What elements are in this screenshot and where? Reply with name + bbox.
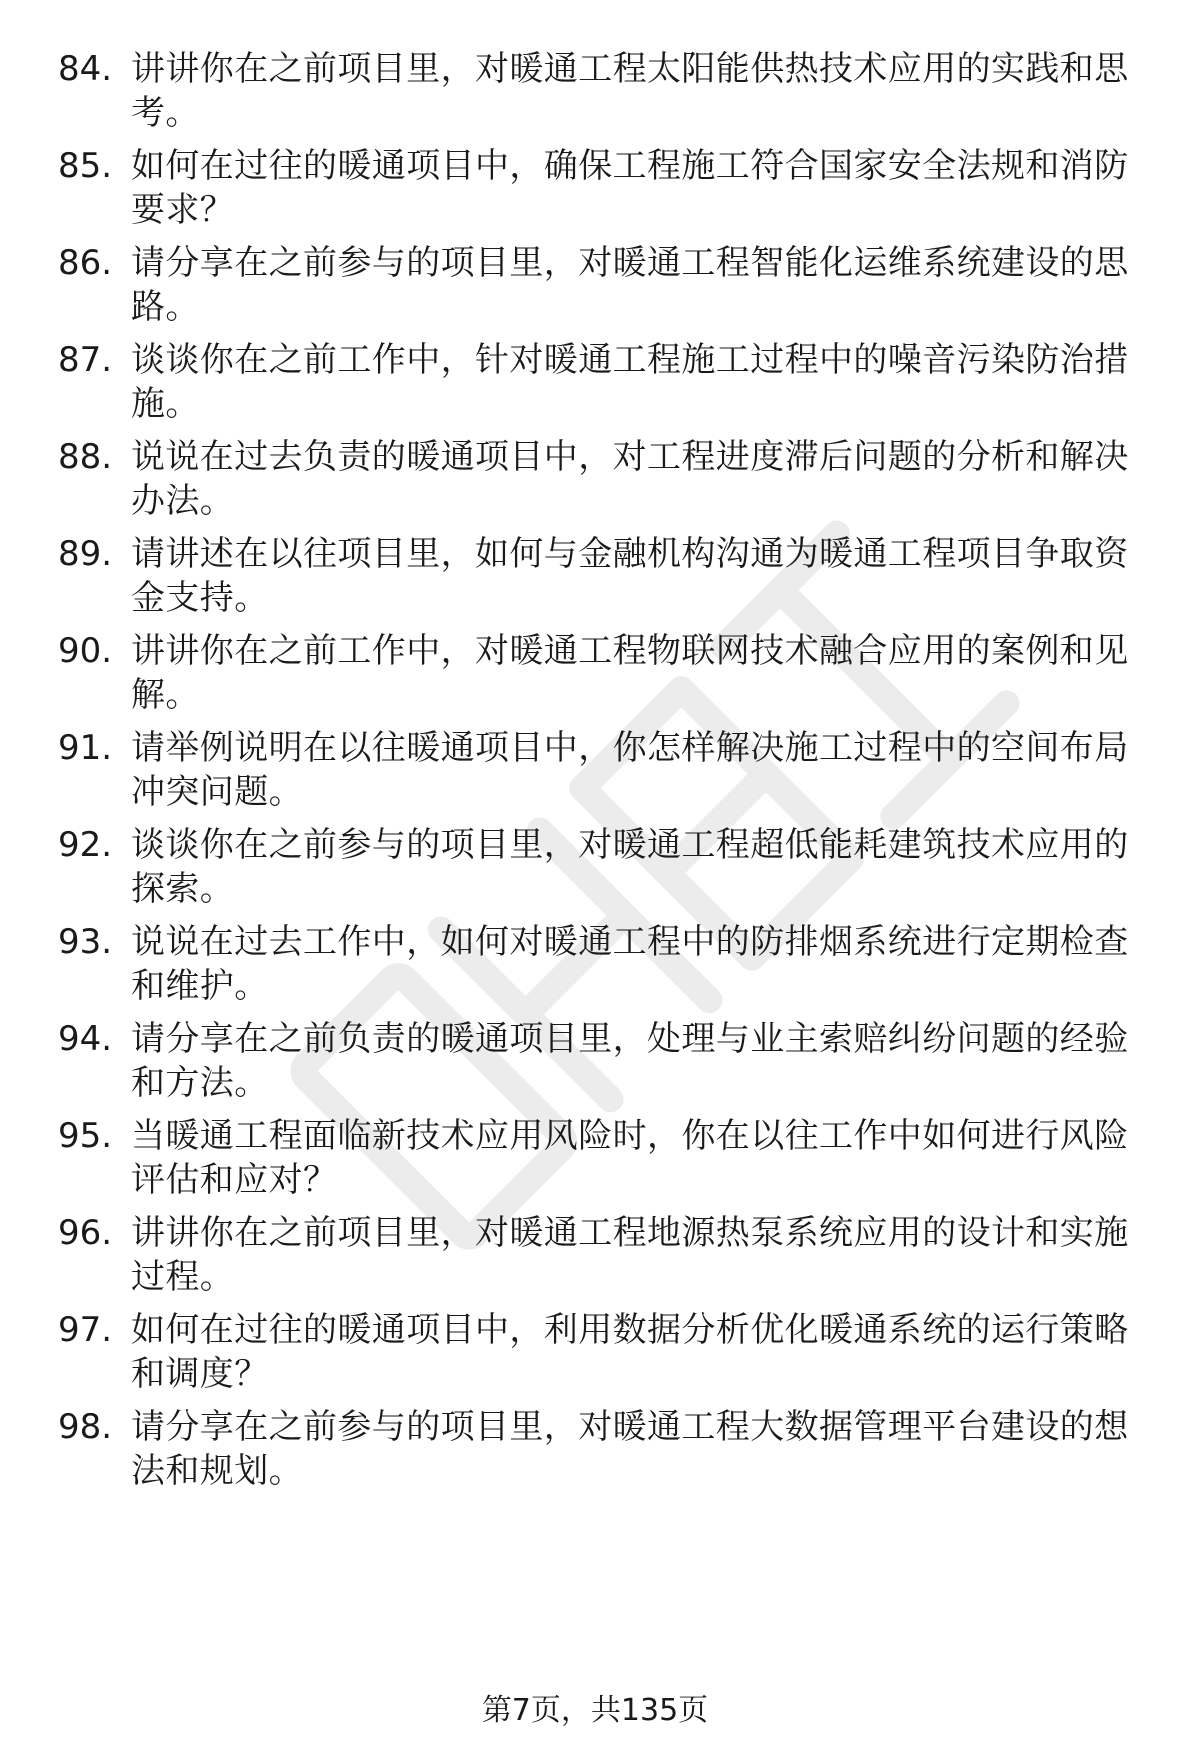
question-number: 90. — [58, 631, 113, 671]
question-item — [0, 47, 1190, 147]
question-item — [0, 338, 1190, 438]
question-text: 如何在过往的暖通项目中，利用数据分析优化暖通系统的运行策略和调度？ — [131, 1310, 1129, 1394]
question-text: 请分享在之前参与的项目里，对暖通工程智能化运维系统建设的思路。 — [131, 243, 1129, 327]
question-item — [0, 435, 1190, 535]
question-text: 如何在过往的暖通项目中，确保工程施工符合国家安全法规和消防要求？ — [131, 146, 1129, 230]
question-item — [0, 726, 1190, 826]
question-number: 97. — [58, 1310, 113, 1350]
question-text: 请举例说明在以往暖通项目中，你怎样解决施工过程中的空间布局冲突问题。 — [131, 728, 1129, 812]
page-number-footer: 第7页，共135页 — [481, 1693, 709, 1728]
question-number: 91. — [58, 728, 113, 768]
question-number: 95. — [58, 1116, 113, 1156]
question-item — [0, 823, 1190, 923]
question-number: 88. — [58, 437, 113, 477]
question-number: 93. — [58, 922, 113, 962]
question-item — [0, 1017, 1190, 1117]
question-text: 讲讲你在之前项目里，对暖通工程太阳能供热技术应用的实践和思考。 — [131, 49, 1129, 133]
question-number: 86. — [58, 243, 113, 283]
question-text: 谈谈你在之前参与的项目里，对暖通工程超低能耗建筑技术应用的探索。 — [131, 825, 1129, 909]
question-item — [0, 144, 1190, 244]
question-number: 85. — [58, 146, 113, 186]
question-number: 98. — [58, 1407, 113, 1447]
question-number: 89. — [58, 534, 113, 574]
question-number: 92. — [58, 825, 113, 865]
question-item — [0, 532, 1190, 632]
question-item — [0, 1308, 1190, 1408]
question-text: 当暖通工程面临新技术应用风险时，你在以往工作中如何进行风险评估和应对？ — [131, 1116, 1129, 1200]
question-text: 说说在过去负责的暖通项目中，对工程进度滞后问题的分析和解决办法。 — [131, 437, 1129, 521]
question-number: 94. — [58, 1019, 113, 1059]
question-item — [0, 629, 1190, 729]
question-item — [0, 241, 1190, 341]
question-number: 87. — [58, 340, 113, 380]
question-text: 请分享在之前参与的项目里，对暖通工程大数据管理平台建设的想法和规划。 — [131, 1407, 1129, 1491]
question-text: 说说在过去工作中，如何对暖通工程中的防排烟系统进行定期检查和维护。 — [131, 922, 1129, 1006]
question-item — [0, 1405, 1190, 1505]
question-number: 84. — [58, 49, 113, 89]
question-item — [0, 1211, 1190, 1311]
question-number: 96. — [58, 1213, 113, 1253]
question-text: 讲讲你在之前项目里，对暖通工程地源热泵系统应用的设计和实施过程。 — [131, 1213, 1129, 1297]
question-text: 讲讲你在之前工作中，对暖通工程物联网技术融合应用的案例和见解。 — [131, 631, 1129, 715]
question-item — [0, 1114, 1190, 1214]
question-text: 谈谈你在之前工作中，针对暖通工程施工过程中的噪音污染防治措施。 — [131, 340, 1129, 424]
question-item — [0, 920, 1190, 1020]
question-text: 请讲述在以往项目里，如何与金融机构沟通为暖通工程项目争取资金支持。 — [131, 534, 1129, 618]
question-text: 请分享在之前负责的暖通项目里，处理与业主索赔纠纷问题的经验和方法。 — [131, 1019, 1129, 1103]
